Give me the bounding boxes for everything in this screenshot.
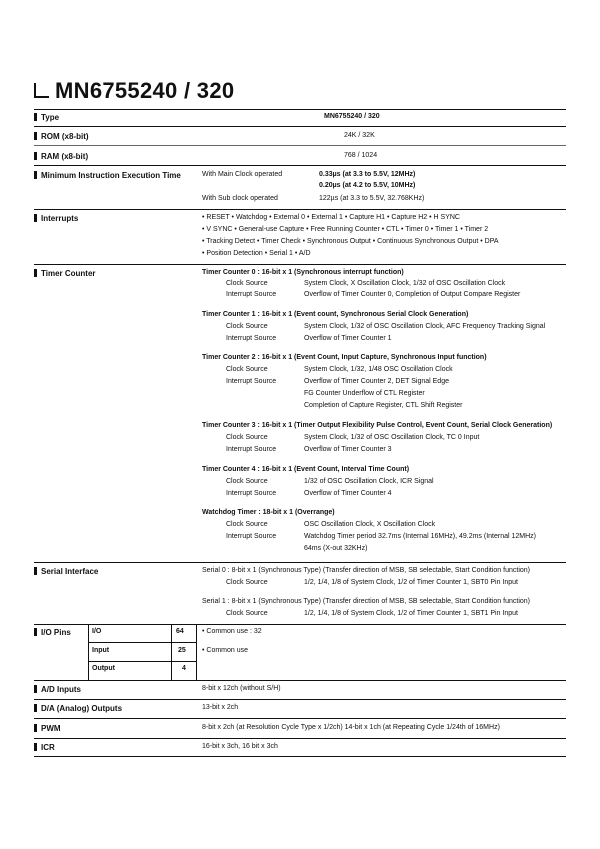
rule: [34, 126, 566, 127]
timer1-int-value: Overflow of Timer Counter 1: [304, 335, 392, 342]
timer1-clock-label: Clock Source: [226, 323, 268, 330]
timer2-int-value-3: Completion of Capture Register, CTL Shift Register: [304, 402, 463, 409]
watchdog-int-label: Interrupt Source: [226, 533, 277, 540]
icr-value: 16-bit x 3ch, 16 bit x 3ch: [202, 743, 278, 750]
rule: [34, 264, 566, 265]
min-instr-row: [34, 171, 566, 211]
timer3-int-label: Interrupt Source: [226, 446, 277, 453]
serial-row: [34, 567, 566, 622]
timer4-int-value: Overflow of Timer Counter 4: [304, 490, 392, 497]
timer0-int-label: Interrupt Source: [226, 291, 277, 298]
rule: [34, 699, 566, 700]
timer3-heading: Timer Counter 3 : 16-bit x 1 (Timer Output Flexibility Pulse Control, Event Count, Serial Clock Generation): [202, 422, 553, 429]
interrupts-label: Interrupts: [34, 214, 78, 223]
ad-label: A/D Inputs: [34, 685, 81, 694]
timer4-int-label: Interrupt Source: [226, 490, 277, 497]
io-row-count: 64: [176, 628, 184, 635]
serial1-line1: Serial 1 : 8-bit x 1 (Synchronous Type) (Transfer direction of MSB, SB selectable, Start Condition function): [202, 598, 530, 605]
pwm-value: 8-bit x 2ch (at Resolution Cycle Type x 1/2ch) 14-bit x 1ch (at Repeating Cycle 1/24th of 16MHz): [202, 724, 500, 731]
io-divider: [88, 661, 196, 662]
input-row-desc: • Common use: [202, 647, 249, 654]
sub-clock-label: With Sub clock operated: [202, 195, 278, 202]
timer1-int-label: Interrupt Source: [226, 335, 277, 342]
interrupts-line: • Tracking Detect • Timer Check • Synchronous Output • Continuous Synchronous Output • DPA: [202, 238, 499, 245]
io-row-label: I/O: [92, 628, 102, 635]
min-instr-label: Minimum Instruction Execution Time: [34, 171, 181, 180]
interrupts-line: • Position Detection • Serial 1 • A/D: [202, 250, 311, 257]
rule: [34, 680, 566, 681]
main-clock-line-1: 0.33µs (at 3.3 to 5.5V, 12MHz): [319, 171, 416, 178]
watchdog-clock-label: Clock Source: [226, 521, 268, 528]
timer0-clock-label: Clock Source: [226, 280, 268, 287]
io-row-desc: • Common use : 32: [202, 628, 262, 635]
type-value: MN6755240 / 320: [324, 113, 380, 120]
timer2-heading: Timer Counter 2 : 16-bit x 1 (Event Count, Input Capture, Synchronous Input function): [202, 354, 487, 361]
rom-value: 24K / 32K: [344, 132, 375, 139]
timer2-clock-value: System Clock, 1/32, 1/48 OSC Oscillation Clock: [304, 366, 453, 373]
rule: [34, 562, 566, 563]
io-divider: [88, 642, 196, 643]
io-pins-row: [34, 628, 566, 678]
timer2-int-value: Overflow of Timer Counter 2, DET Signal Edge: [304, 378, 449, 385]
icr-label: ICR: [34, 743, 55, 752]
io-divider: [88, 625, 89, 680]
timer0-clock-value: System Clock, X Oscillation Clock, 1/32 of OSC Oscillation Clock: [304, 280, 506, 287]
timer4-clock-label: Clock Source: [226, 478, 268, 485]
rule: [34, 209, 566, 210]
timer-counter-label: Timer Counter: [34, 269, 96, 278]
da-label: D/A (Analog) Outputs: [34, 704, 122, 713]
output-row-count: 4: [182, 665, 186, 672]
timer3-clock-label: Clock Source: [226, 434, 268, 441]
ram-value: 768 / 1024: [344, 152, 378, 159]
io-pins-label: I/O Pins: [34, 628, 71, 637]
timer1-heading: Timer Counter 1 : 16-bit x 1 (Event count, Synchronous Serial Clock Generation): [202, 311, 469, 318]
serial1-clock-value: 1/2, 1/4, 1/8 of System Clock, 1/2 of Timer Counter 1, SBT1 Pin Input: [304, 610, 518, 617]
io-divider: [171, 625, 172, 680]
timer1-clock-value: System Clock, 1/32 of OSC Oscillation Clock, AFC Frequency Tracking Signal: [304, 323, 546, 330]
rule: [34, 718, 566, 719]
rule: [34, 109, 566, 110]
main-clock-label: With Main Clock operated: [202, 171, 283, 178]
output-row-label: Output: [92, 665, 115, 672]
rom-label: ROM (x8-bit): [34, 132, 89, 141]
serial1-clock-label: Clock Source: [226, 610, 268, 617]
main-clock-line-2: 0.20µs (at 4.2 to 5.5V, 10MHz): [319, 182, 416, 189]
rule: [34, 624, 566, 625]
title-text: MN6755240 / 320: [55, 78, 235, 103]
timer2-int-value-2: FG Counter Underflow of CTL Register: [304, 390, 425, 397]
timer2-clock-label: Clock Source: [226, 366, 268, 373]
ram-label: RAM (x8-bit): [34, 152, 88, 161]
timer3-clock-value: System Clock, 1/32 of OSC Oscillation Clock, TC 0 Input: [304, 434, 480, 441]
timer4-heading: Timer Counter 4 : 16-bit x 1 (Event Count, Interval Time Count): [202, 466, 410, 473]
watchdog-clock-value: OSC Oscillation Clock, X Oscillation Clock: [304, 521, 436, 528]
timer4-clock-value: 1/32 of OSC Oscillation Clock, ICR Signal: [304, 478, 434, 485]
serial-label: Serial Interface: [34, 567, 98, 576]
rule: [34, 145, 566, 146]
serial0-clock-value: 1/2, 1/4, 1/8 of System Clock, 1/2 of Timer Counter 1, SBT0 Pin Input: [304, 579, 518, 586]
timer0-int-value: Overflow of Timer Counter 0, Completion of Output Compare Register: [304, 291, 521, 298]
io-divider: [196, 625, 197, 680]
rule: [34, 738, 566, 739]
ad-value: 8-bit x 12ch (without S/H): [202, 685, 281, 692]
page-title: [34, 78, 234, 104]
watchdog-int-value: Watchdog Timer period 32.7ms (Internal 16MHz), 49.2ms (Internal 12MHz): [304, 533, 536, 540]
type-label: Type: [34, 113, 59, 122]
pwm-label: PWM: [34, 724, 61, 733]
sub-clock-line: 122µs (at 3.3 to 5.5V, 32.768KHz): [319, 195, 425, 202]
serial0-clock-label: Clock Source: [226, 579, 268, 586]
timer0-heading: Timer Counter 0 : 16-bit x 1 (Synchronous interrupt function): [202, 269, 404, 276]
watchdog-int-value-2: 64ms (X-out 32KHz): [304, 545, 368, 552]
rule: [34, 756, 566, 757]
timer-counter-row: [34, 269, 566, 559]
interrupts-line: • RESET • Watchdog • External 0 • External 1 • Capture H1 • Capture H2 • H SYNC: [202, 214, 460, 221]
input-row-label: Input: [92, 647, 110, 654]
watchdog-heading: Watchdog Timer : 18-bit x 1 (Overrange): [202, 509, 335, 516]
rule: [34, 165, 566, 166]
timer3-int-value: Overflow of Timer Counter 3: [304, 446, 392, 453]
interrupts-row: [34, 214, 566, 264]
da-value: 13-bit x 2ch: [202, 704, 239, 711]
corner-bracket-icon: [34, 83, 49, 98]
serial0-line1: Serial 0 : 8-bit x 1 (Synchronous Type) (Transfer direction of MSB, SB selectable, Start Condition function): [202, 567, 530, 574]
interrupts-line: • V SYNC • General-use Capture • Free Running Counter • CTL • Timer 0 • Timer 1 • Timer 2: [202, 226, 489, 233]
input-row-count: 25: [178, 647, 186, 654]
timer2-int-label: Interrupt Source: [226, 378, 277, 385]
